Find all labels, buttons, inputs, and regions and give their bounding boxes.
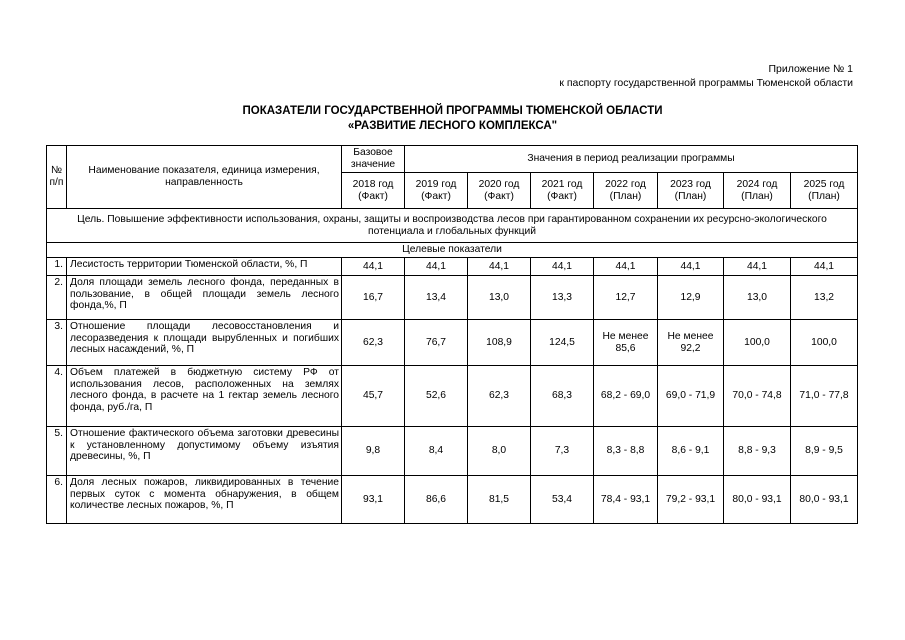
value-cell: 68,3: [531, 366, 594, 427]
row-number: 1.: [47, 258, 67, 276]
value-cell: 70,0 - 74,8: [724, 366, 791, 427]
header-period-values: Значения в период реализации программы: [405, 146, 858, 173]
value-cell: 8,0: [468, 427, 531, 476]
value-cell: 13,3: [531, 276, 594, 320]
row-number: 2.: [47, 276, 67, 320]
appendix-line-2: к паспорту государственной программы Тюменской области: [559, 77, 853, 89]
value-cell: 80,0 - 93,1: [724, 476, 791, 524]
appendix-line-1: Приложение № 1: [768, 63, 853, 75]
title-line-2: «РАЗВИТИЕ ЛЕСНОГО КОМПЛЕКСА": [347, 120, 558, 132]
value-cell: 44,1: [468, 258, 531, 276]
value-cell: 79,2 - 93,1: [658, 476, 724, 524]
value-cell: 62,3: [468, 366, 531, 427]
value-cell: 78,4 - 93,1: [594, 476, 658, 524]
value-cell: 44,1: [791, 258, 858, 276]
indicator-name: Доля лесных пожаров, ликвидированных в течение первых суток с момента обнаружения, в общем количестве лесных пожаров, %, П: [67, 476, 342, 524]
value-cell: 53,4: [531, 476, 594, 524]
header-indicator-name: Наименование показателя, единица измерения, направленность: [67, 146, 342, 209]
value-cell: 8,6 - 9,1: [658, 427, 724, 476]
document-title: [0, 104, 905, 134]
table-row: [47, 476, 858, 524]
title-line-1: ПОКАЗАТЕЛИ ГОСУДАРСТВЕННОЙ ПРОГРАММЫ ТЮМЕНСКОЙ ОБЛАСТИ: [242, 105, 663, 117]
value-cell: Не менее 85,6: [594, 320, 658, 366]
table-row: [47, 366, 858, 427]
value-cell: 68,2 - 69,0: [594, 366, 658, 427]
value-cell: 62,3: [342, 320, 405, 366]
value-cell: 13,4: [405, 276, 468, 320]
value-cell: 100,0: [791, 320, 858, 366]
value-cell: 69,0 - 71,9: [658, 366, 724, 427]
table-row: [47, 427, 858, 476]
value-cell: 76,7: [405, 320, 468, 366]
header-year: 2020 год (Факт): [468, 173, 531, 209]
indicator-name: Отношение фактического объема заготовки древесины к установленному допустимому объему изъятия древесины, %, П: [67, 427, 342, 476]
header-year: 2018 год (Факт): [342, 173, 405, 209]
row-number: 4.: [47, 366, 67, 427]
indicator-name: Лесистость территории Тюменской области, %, П: [67, 258, 342, 276]
section-title: Целевые показатели: [47, 243, 858, 258]
value-cell: 44,1: [342, 258, 405, 276]
header-year: 2021 год (Факт): [531, 173, 594, 209]
value-cell: 7,3: [531, 427, 594, 476]
value-cell: 52,6: [405, 366, 468, 427]
goal-row: Цель. Повышение эффективности использования, охраны, защиты и воспроизводства лесов при гарантированном сохранении их ресурсно-экологического потенциала и глобальных функций: [47, 209, 858, 243]
indicators-table: [46, 145, 858, 524]
row-number: 6.: [47, 476, 67, 524]
header-number: № п/п: [47, 146, 67, 209]
header-year: 2022 год (План): [594, 173, 658, 209]
value-cell: 81,5: [468, 476, 531, 524]
header-year: 2023 год (План): [658, 173, 724, 209]
value-cell: 44,1: [658, 258, 724, 276]
value-cell: 8,8 - 9,3: [724, 427, 791, 476]
value-cell: 86,6: [405, 476, 468, 524]
value-cell: 124,5: [531, 320, 594, 366]
value-cell: Не менее 92,2: [658, 320, 724, 366]
table-row: [47, 276, 858, 320]
row-number: 3.: [47, 320, 67, 366]
indicator-name: Доля площади земель лесного фонда, переданных в пользование, в общей площади земель лесного фонда,%, П: [67, 276, 342, 320]
header-base-value: Базовое значение: [342, 146, 405, 173]
value-cell: 108,9: [468, 320, 531, 366]
indicator-name: Отношение площади лесовосстановления и лесоразведения к площади вырубленных и погибших лесных насаждений, %, П: [67, 320, 342, 366]
value-cell: 16,7: [342, 276, 405, 320]
value-cell: 13,0: [468, 276, 531, 320]
table-row: [47, 258, 858, 276]
value-cell: 44,1: [531, 258, 594, 276]
table-row: [47, 320, 858, 366]
value-cell: 44,1: [405, 258, 468, 276]
value-cell: 13,2: [791, 276, 858, 320]
value-cell: 44,1: [724, 258, 791, 276]
value-cell: 12,9: [658, 276, 724, 320]
value-cell: 45,7: [342, 366, 405, 427]
value-cell: 93,1: [342, 476, 405, 524]
value-cell: 71,0 - 77,8: [791, 366, 858, 427]
value-cell: 8,9 - 9,5: [791, 427, 858, 476]
value-cell: 80,0 - 93,1: [791, 476, 858, 524]
appendix-note: [559, 62, 853, 90]
header-year: 2024 год (План): [724, 173, 791, 209]
value-cell: 9,8: [342, 427, 405, 476]
value-cell: 12,7: [594, 276, 658, 320]
value-cell: 13,0: [724, 276, 791, 320]
value-cell: 8,3 - 8,8: [594, 427, 658, 476]
row-number: 5.: [47, 427, 67, 476]
value-cell: 100,0: [724, 320, 791, 366]
header-year: 2019 год (Факт): [405, 173, 468, 209]
indicator-name: Объем платежей в бюджетную систему РФ от использования лесов, расположенных на землях лесного фонда, в расчете на 1 гектар земель лесного фонда, руб./га, П: [67, 366, 342, 427]
header-year: 2025 год (План): [791, 173, 858, 209]
value-cell: 8,4: [405, 427, 468, 476]
value-cell: 44,1: [594, 258, 658, 276]
